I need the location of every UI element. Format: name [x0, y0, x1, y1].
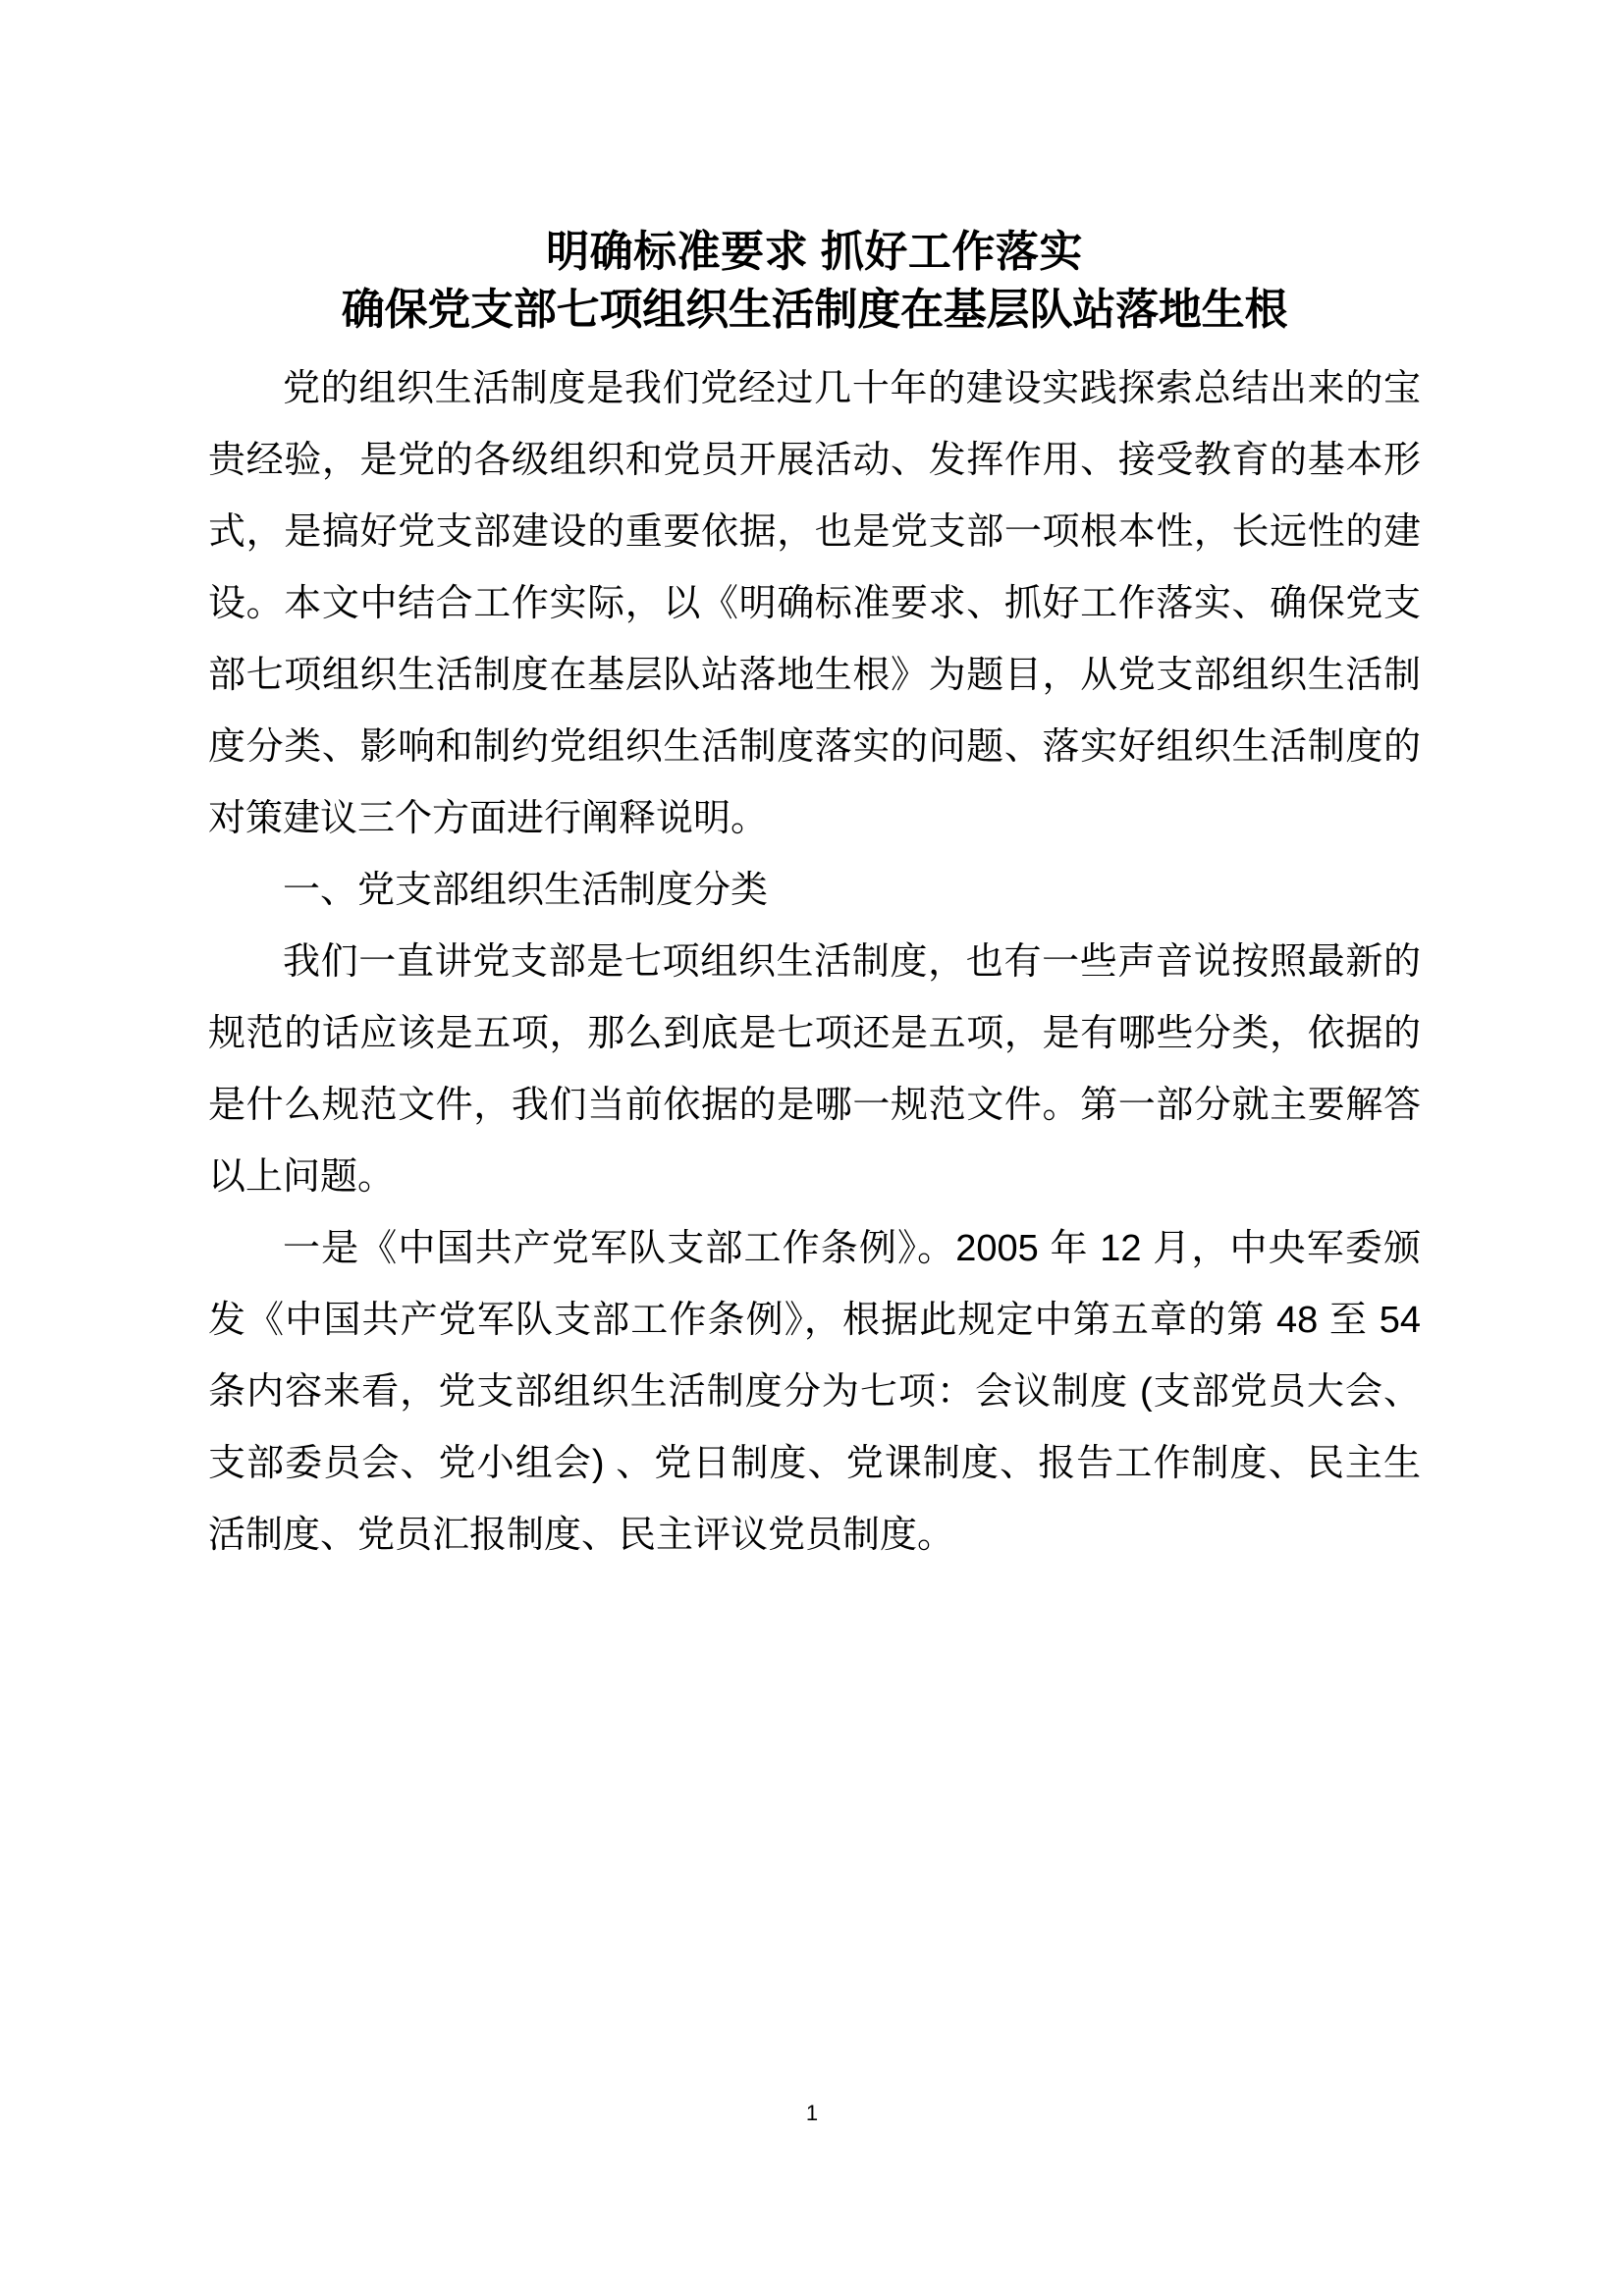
paragraph-intro: 党的组织生活制度是我们党经过几十年的建设实践探索总结出来的宝贵经验，是党的各级组织和党员开展活动、发挥作用、接受教育的基本形式，是搞好党支部建设的重要依据，也是党支部一项根本性，长远性的建设。本文中结合工作实际，以《明确标准要求、抓好工作落实、确保党支部七项组织生活制度在基层队站落地生根》为题目，从党支部组织生活制度分类、影响和制约党组织生活制度落实的问题、落实好组织生活制度的对策建议三个方面进行阐释说明。 — [208, 367, 1421, 839]
paragraph-section-1-body: 我们一直讲党支部是七项组织生活制度，也有一些声音说按照最新的规范的话应该是五项，那么到底是七项还是五项，是有哪些分类，依据的是什么规范文件，我们当前依据的是哪一规范文件。第一部分就主要解答以上问题。 — [208, 940, 1421, 1198]
document-title-line-2: 确保党支部七项组织生活制度在基层队站落地生根 — [341, 285, 1288, 334]
document-title-line-1: 明确标准要求 抓好工作落实 — [546, 228, 1083, 276]
document-body — [208, 224, 1421, 1572]
document-title — [208, 224, 1421, 340]
paragraph-section-heading-1: 一、党支部组织生活制度分类 — [283, 869, 769, 911]
page-number: 1 — [805, 2101, 819, 2125]
paragraph-item-one: 一是《中国共产党军队支部工作条例》。2005 年 12 月，中央军委颁发《中国共产党军队支部工作条例》，根据此规定中第五章的第 48 至 54 条内容来看，党支部组织生活制度分为七项：会议制度 (支部党员大会、支部委员会、党小组会) 、党日制度、党课制度、报告工作制度、民主生活制度、党员汇报制度、民主评议党员制度。 — [208, 1227, 1421, 1556]
